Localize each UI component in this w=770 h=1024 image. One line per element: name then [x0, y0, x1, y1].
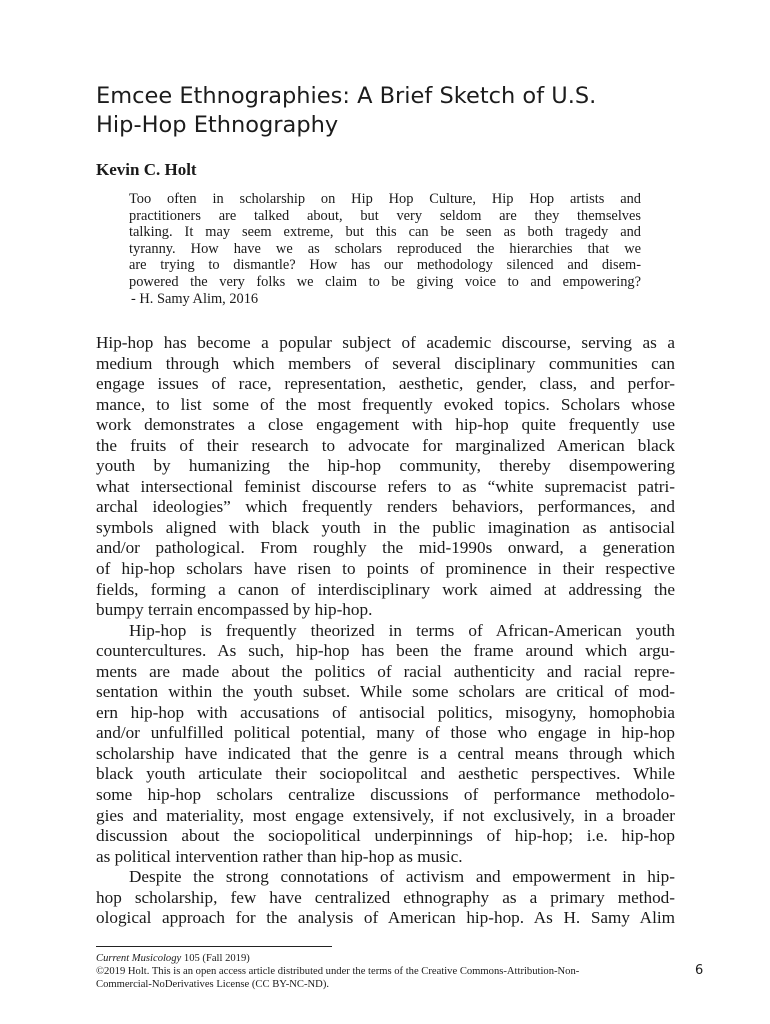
body-line: Despite the strong connotations of activism and empowerment in hip-	[129, 867, 675, 887]
author-name: Kevin C. Holt	[96, 160, 197, 179]
body-line: fields, forming a canon of interdisciplinary work aimed at addressing the	[96, 579, 675, 599]
article-page	[96, 0, 676, 1024]
body-line: Hip-hop has become a popular subject of academic discourse, serving as a	[96, 333, 675, 352]
body-line: archal ideologies” which frequently renders behaviors, performances, and	[96, 497, 675, 517]
epigraph-line: practitioners are talked about, but very seldom are they themselves	[129, 207, 641, 224]
body-line: the fruits of their research to advocate for marginalized American black	[96, 435, 675, 455]
body-line: scholarship have indicated that the genre is a central means through which	[96, 743, 675, 763]
license-line: Commercial-NoDerivatives License (CC BY-NC-ND).	[96, 979, 330, 990]
body-line: and/or pathological. From roughly the mid-1990s onward, a generation	[96, 538, 675, 558]
epigraph-line: powered the very folks we claim to be giving voice to and empowering?	[129, 273, 641, 290]
body-line: ological approach for the analysis of American hip-hop. As H. Samy Alim	[96, 908, 675, 928]
body-line: countercultures. As such, hip-hop has been the frame around which argu-	[96, 641, 675, 661]
body-line: work demonstrates a close engagement with hip-hop quite frequently use	[96, 415, 675, 435]
body-line: ments are made about the politics of racial authenticity and racial repre-	[96, 661, 675, 681]
body-line: sentation within the youth subset. While some scholars are critical of mod-	[96, 682, 675, 702]
article-body	[96, 333, 675, 929]
body-line: youth by humanizing the hip-hop community, thereby disempowering	[96, 456, 675, 476]
body-paragraph	[96, 621, 675, 868]
body-line: and/or unfulfilled political potential, many of those who engage in hip-hop	[96, 723, 675, 743]
footnote-divider	[96, 946, 332, 947]
epigraph-line: are trying to dismantle? How has our methodology silenced and disem-	[129, 257, 641, 274]
body-line: hop scholarship, few have centralized ethnography as a primary method-	[96, 887, 675, 907]
body-line: mance, to list some of the most frequently evoked topics. Scholars whose	[96, 394, 675, 414]
journal-citation	[96, 952, 671, 965]
journal-name: Current Musicology	[96, 953, 182, 964]
epigraph-line: talking. It may seem extreme, but this can be seen as both tragedy and	[129, 224, 641, 241]
body-paragraph	[96, 333, 675, 621]
license-line: ©2019 Holt. This is an open access article distributed under the terms of the Creative Commons-Attribution-Non-	[96, 966, 580, 977]
body-line: medium through which members of several disciplinary communities can	[96, 353, 675, 373]
epigraph-line: tyranny. How have we as scholars reproduced the hierarchies that we	[129, 240, 641, 257]
body-line: of hip-hop scholars have risen to points of prominence in their respective	[96, 559, 675, 579]
epigraph-line: Too often in scholarship on Hip Hop Culture, Hip Hop artists and	[129, 191, 641, 207]
body-line: Hip-hop is frequently theorized in terms of African-American youth	[129, 620, 675, 640]
body-line: as political intervention rather than hip-hop as music.	[96, 846, 463, 866]
article-title	[96, 82, 676, 140]
body-paragraph	[96, 867, 675, 929]
title-line: Emcee Ethnographies: A Brief Sketch of U.S.	[96, 83, 597, 109]
journal-issue: 105 (Fall 2019)	[183, 953, 250, 964]
body-line: engage issues of race, representation, aesthetic, gender, class, and perfor-	[96, 374, 675, 394]
body-line: discussion about the sociopolitical underpinnings of hip-hop; i.e. hip-hop	[96, 826, 675, 846]
title-line: Hip-Hop Ethnography	[96, 112, 339, 138]
epigraph	[129, 191, 641, 307]
body-line: black youth articulate their sociopolitcal and aesthetic perspectives. While	[96, 764, 675, 784]
epigraph-attribution: - H. Samy Alim, 2016	[131, 290, 259, 307]
body-line: bumpy terrain encompassed by hip-hop.	[96, 600, 373, 620]
body-line: some hip-hop scholars centralize discussions of performance methodolo-	[96, 785, 675, 805]
body-line: symbols aligned with black youth in the public imagination as antisocial	[96, 517, 675, 537]
page-number: 6	[695, 963, 704, 978]
body-line: ern hip-hop with accusations of antisocial politics, misogyny, homophobia	[96, 702, 675, 722]
body-line: what intersectional feminist discourse refers to as “white supremacist patri-	[96, 476, 675, 496]
body-line: gies and materiality, most engage extensively, if not exclusively, in a broader	[96, 805, 675, 825]
footnote	[96, 952, 671, 991]
